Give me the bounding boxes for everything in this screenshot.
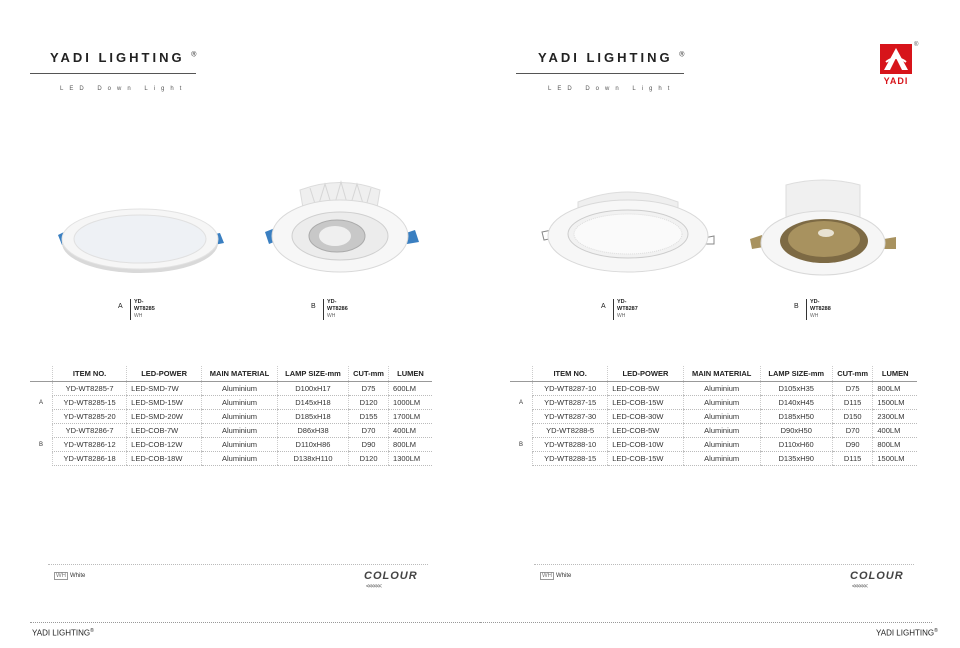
col-led-power: LED-POWER xyxy=(608,366,683,382)
product-photo-wt8285 xyxy=(50,195,230,285)
colour-divider xyxy=(48,564,428,565)
logo-wordmark: YADI xyxy=(883,76,909,86)
colour-divider xyxy=(534,564,914,565)
table-row: YD-WT8288-15 LED-COB-15W Aluminium D135xH90 D115 1500LM xyxy=(510,452,917,466)
brand-title: YADI LIGHTING ® xyxy=(50,50,197,65)
group-label-b: B xyxy=(38,441,43,448)
footer-brand: YADI LIGHTING® xyxy=(32,628,94,638)
group-label-a: A xyxy=(38,399,43,406)
catalog-page-left: YADI LIGHTING ® LED Down Light A YD-WT8285 WH B YD-WT8286 WH ITEM NO. LED-POWER MAIN MATERIAL LAMP SIZE-mm CUT-mm LUMEN YD-WT8285-7 LED-SMD-7W Aluminium D100xH17 D75 600LM A YD-WT8285-15 LED-SMD-15W Aluminium D145xH18 D120 1000LM YD-WT8285-20 LED-SMD-20W Aluminium D185xH18 D155 1700LM YD-WT8286-7 LED-COB-7W Aluminium D86xH38 D70 400LM B YD-WT8286-12 LED-COB-12W Aluminium D110xH86 D90 800LM YD-WT8286-18 LED-COB-18W Aluminium D138xH110 D120 1300LM WH White COLOUR <<<<<< YADI LIGHTING® xyxy=(0,0,480,648)
colour-title: COLOUR xyxy=(364,570,418,582)
footer-brand: YADI LIGHTING® xyxy=(876,628,938,638)
table-row: YD-WT8288-5 LED-COB-5W Aluminium D90xH50 D70 400LM xyxy=(510,424,917,438)
col-main-material: MAIN MATERIAL xyxy=(683,366,760,382)
table-row: YD-WT8287-30 LED-COB-30W Aluminium D185xH50 D150 2300LM xyxy=(510,410,917,424)
table-row: YD-WT8285-7 LED-SMD-7W Aluminium D100xH17 D75 600LM xyxy=(30,382,432,396)
table-row: YD-WT8285-20 LED-SMD-20W Aluminium D185xH18 D155 1700LM xyxy=(30,410,432,424)
col-lumen: LUMEN xyxy=(873,366,917,382)
footer-divider xyxy=(30,622,480,623)
yadi-logo xyxy=(876,42,919,90)
table-row: A YD-WT8285-15 LED-SMD-15W Aluminium D145xH18 D120 1000LM xyxy=(30,396,432,410)
subtitle: LED Down Light xyxy=(60,86,188,92)
colour-swatch-white: WH White xyxy=(56,573,86,579)
col-item-no: ITEM NO. xyxy=(53,366,127,382)
col-led-power: LED-POWER xyxy=(127,366,202,382)
group-header xyxy=(510,366,533,382)
col-lamp-size: LAMP SIZE-mm xyxy=(277,366,348,382)
colour-title: COLOUR xyxy=(850,570,904,582)
col-main-material: MAIN MATERIAL xyxy=(202,366,278,382)
product-photo-wt8287 xyxy=(538,182,718,282)
group-label-a: A xyxy=(518,399,523,406)
col-cut: CUT-mm xyxy=(832,366,873,382)
table-row: YD-WT8286-7 LED-COB-7W Aluminium D86xH38 D70 400LM xyxy=(30,424,432,438)
group-header xyxy=(30,366,53,382)
product-photo-wt8288 xyxy=(748,175,898,285)
spec-table-left xyxy=(30,366,432,466)
col-cut: CUT-mm xyxy=(349,366,389,382)
table-row: A YD-WT8287-15 LED-COB-15W Aluminium D140xH45 D115 1500LM xyxy=(510,396,917,410)
col-lumen: LUMEN xyxy=(389,366,432,382)
title-divider xyxy=(30,73,196,74)
brand-title: YADI LIGHTING ® xyxy=(538,50,685,65)
colour-arrows: <<<<<< xyxy=(366,584,382,590)
colour-swatch-white: WH White xyxy=(542,573,572,579)
colour-arrows: <<<<<< xyxy=(852,584,868,590)
footer-divider xyxy=(480,622,932,623)
logo-registered-mark: ® xyxy=(914,42,919,48)
title-divider xyxy=(516,73,684,74)
col-lamp-size: LAMP SIZE-mm xyxy=(760,366,832,382)
col-item-no: ITEM NO. xyxy=(533,366,608,382)
spec-table-right xyxy=(510,366,917,466)
table-row: YD-WT8286-18 LED-COB-18W Aluminium D138xH110 D120 1300LM xyxy=(30,452,432,466)
table-row: B YD-WT8288-10 LED-COB-10W Aluminium D110xH60 D90 800LM xyxy=(510,438,917,452)
subtitle: LED Down Light xyxy=(548,86,676,92)
spec-header-row xyxy=(30,366,432,382)
product-photo-wt8286 xyxy=(255,170,425,280)
table-row: B YD-WT8286-12 LED-COB-12W Aluminium D110xH86 D90 800LM xyxy=(30,438,432,452)
table-row: YD-WT8287-10 LED-COB-5W Aluminium D105xH35 D75 800LM xyxy=(510,382,917,396)
group-label-b: B xyxy=(518,441,523,448)
spec-header-row xyxy=(510,366,917,382)
catalog-page-right: YADI LIGHTING ® LED Down Light A YD-WT8287 WH B YD-WT8288 WH ITEM NO. LED-POWER MAIN MATERIAL LAMP SIZE-mm CUT-mm LUMEN YD-WT8287-10 LED-COB-5W Aluminium D105xH35 D75 800LM A YD-WT8287-15 LED-COB-15W Aluminium D140xH45 D115 1500LM YD-WT8287-30 LED-COB-30W Aluminium D185xH50 D150 2300LM YD-WT8288-5 LED-COB-5W Aluminium D90xH50 D70 400LM B YD-WT8288-10 LED-COB-10W Aluminium D110xH60 D90 800LM YD-WT8288-15 LED-COB-15W Aluminium D135xH90 D115 1500LM WH White COLOUR <<<<<< YADI LIGHTING® xyxy=(480,0,960,648)
